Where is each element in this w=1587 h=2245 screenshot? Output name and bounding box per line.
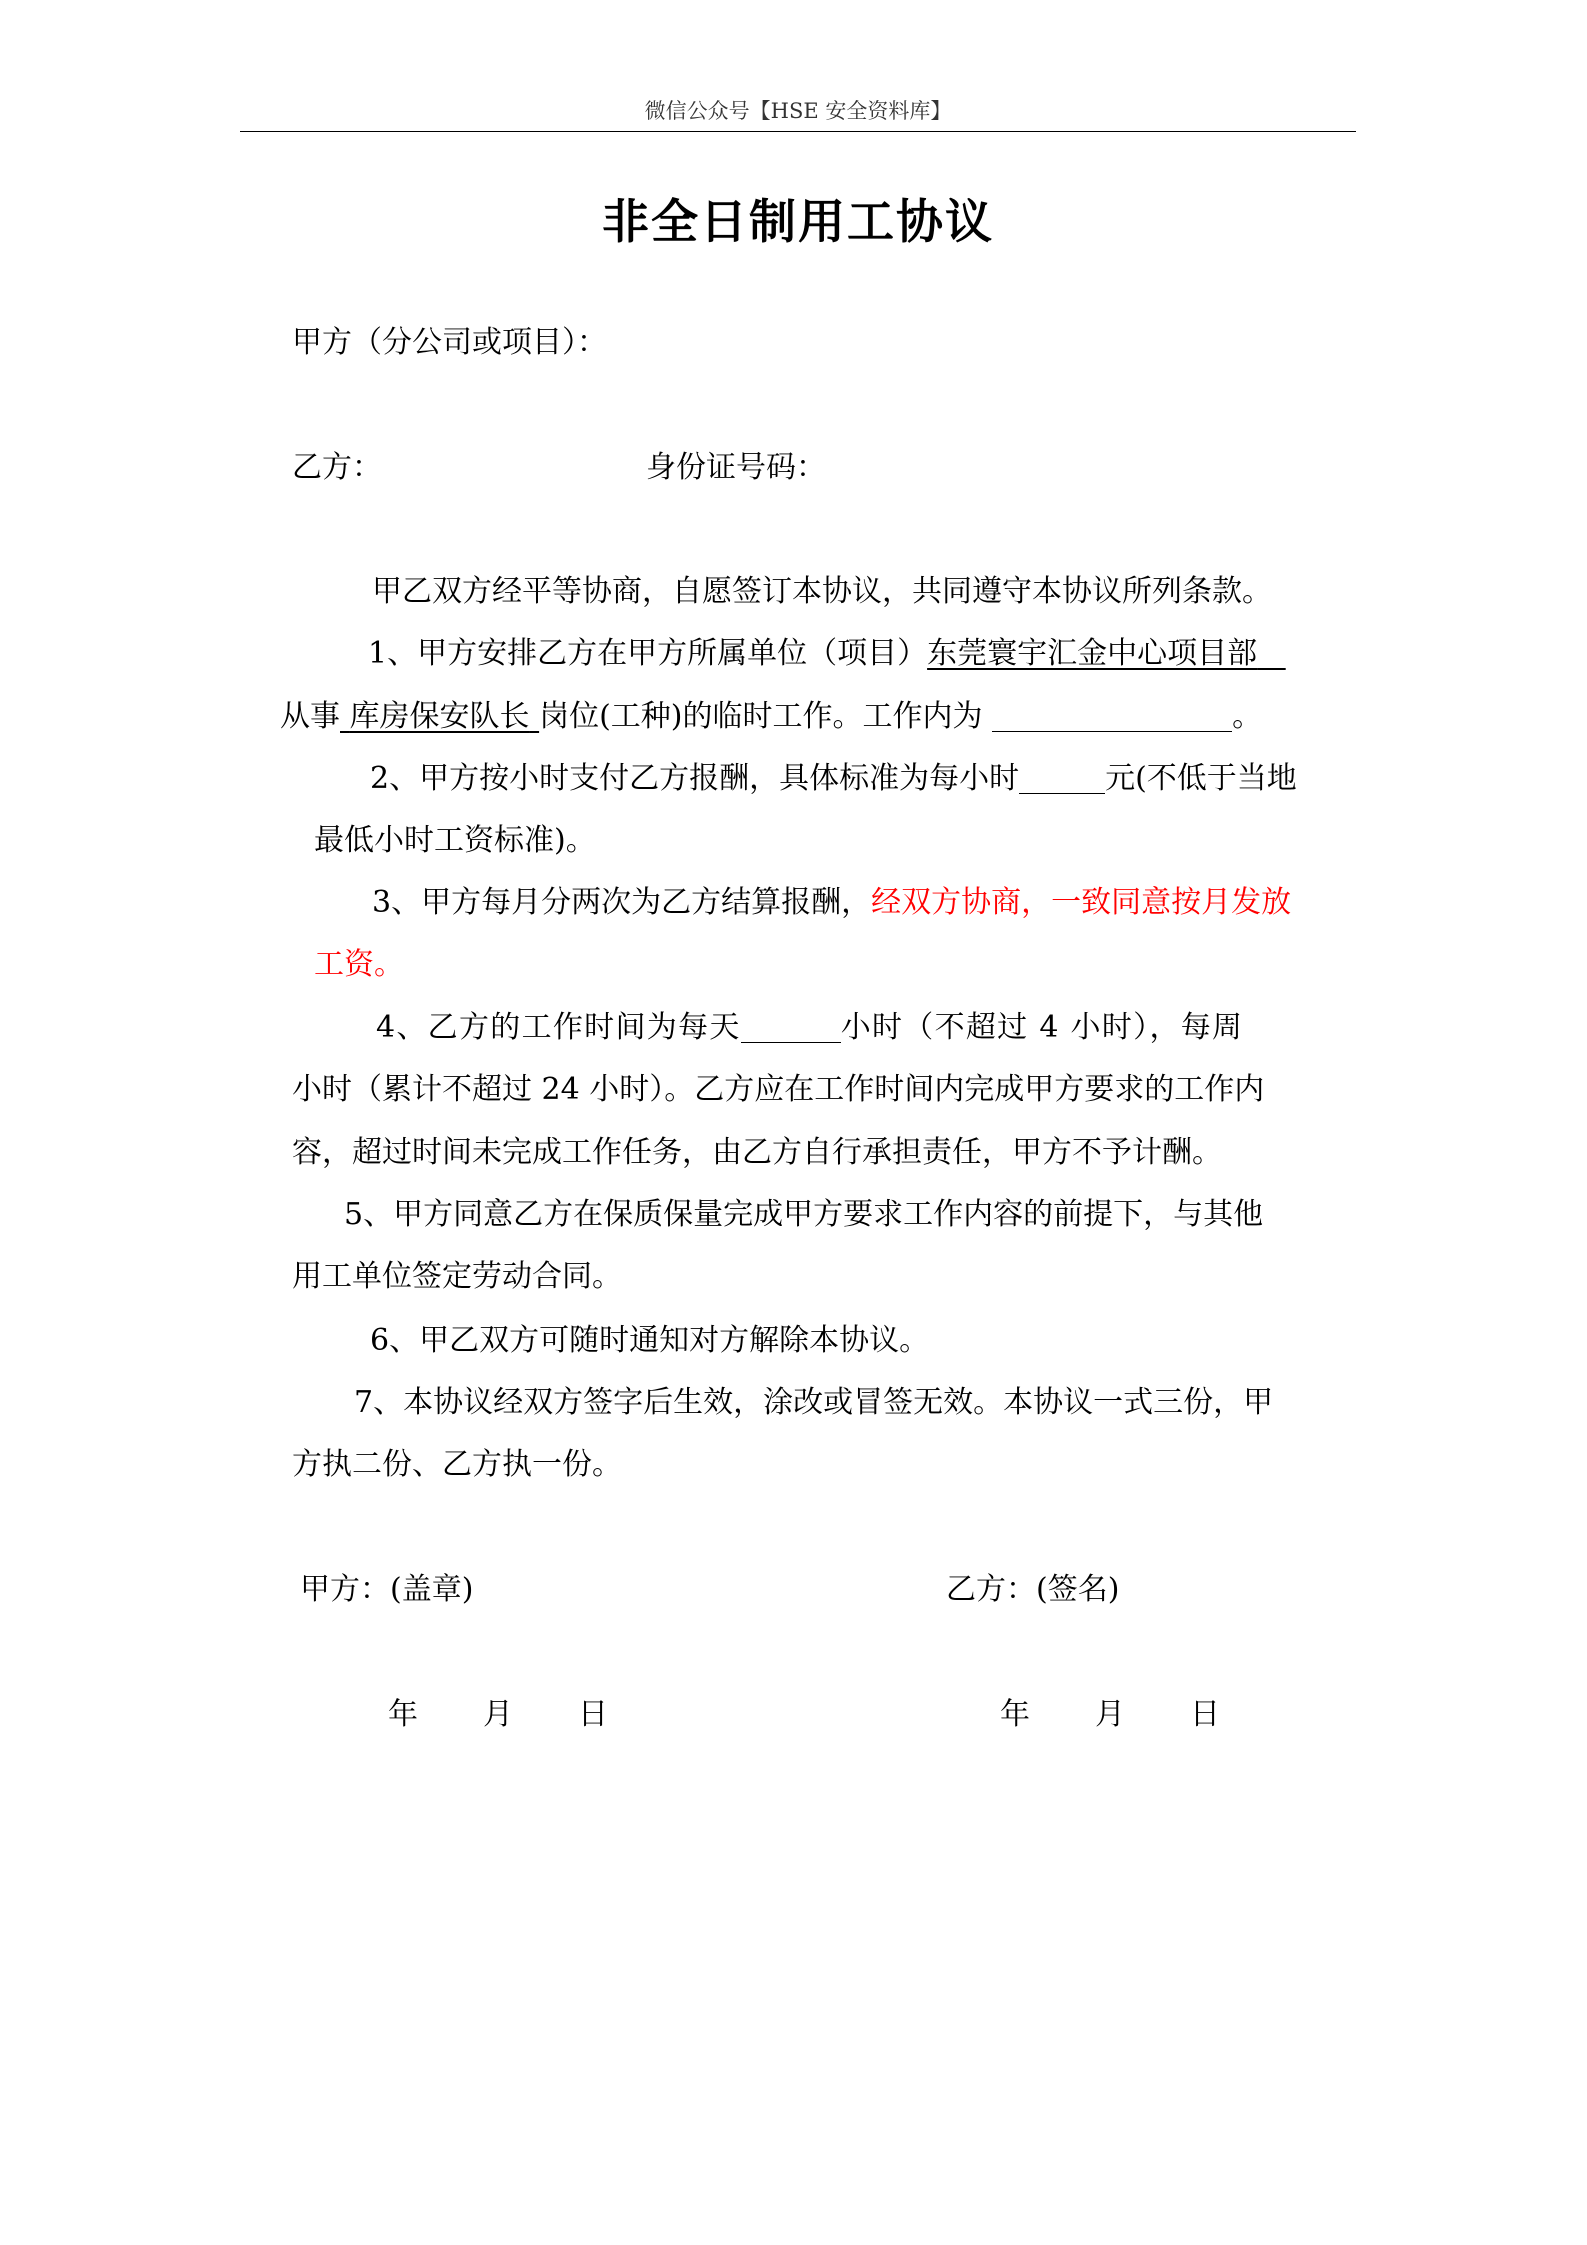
clause-2-line-2: 最低小时工资标准)。 — [314, 823, 596, 858]
party-b-label: 乙方： — [292, 450, 382, 485]
clause-7-line-1: 7、本协议经双方签字后生效，涂改或冒签无效。本协议一式三份，甲 — [354, 1385, 1274, 1420]
clause-3-highlight: 经双方协商，一致同意按月发放 — [871, 885, 1292, 920]
clause-4-text-tail: 小时（不超过 4 小时），每周 — [840, 1010, 1244, 1045]
clause-1-job-text: 岗位(工种)的临时工作。工作内为 — [539, 699, 983, 734]
clause-4-line-3: 容，超过时间未完成工作任务，由乙方自行承担责任，甲方不予计酬。 — [292, 1135, 1222, 1170]
clause-2-line-1 — [370, 754, 1297, 804]
clause-3-line-2: 工资。 — [314, 947, 404, 982]
party-b-signature: 乙方：(签名) — [946, 1572, 1120, 1607]
clause-1-line-1 — [368, 629, 1286, 679]
clause-3-text: 3、甲方每月分两次为乙方结算报酬， — [372, 885, 872, 920]
party-a-date — [388, 1690, 608, 1740]
clause-5-line-1: 5、甲方同意乙方在保质保量完成甲方要求工作内容的前提下，与其他 — [344, 1197, 1264, 1232]
clause-4-line-1 — [376, 1003, 1243, 1053]
job-content-blank — [992, 695, 1232, 732]
document-title: 非全日制用工协议 — [602, 195, 994, 250]
party-b-month: 月 — [1095, 1697, 1125, 1732]
header-rule — [240, 131, 1356, 132]
daily-hours-blank — [741, 1006, 841, 1043]
clause-2-text: 2、甲方按小时支付乙方报酬，具体标准为每小时 — [370, 761, 1020, 796]
id-number-label: 身份证号码： — [646, 450, 826, 485]
party-b-day: 日 — [1190, 1697, 1220, 1732]
clause-4-line-2: 小时（累计不超过 24 小时）。乙方应在工作时间内完成甲方要求的工作内 — [292, 1072, 1265, 1107]
clause-6: 6、甲乙双方可随时通知对方解除本协议。 — [370, 1323, 930, 1358]
party-a-seal: 甲方：(盖章) — [300, 1572, 474, 1607]
clause-7-line-2: 方执二份、乙方执一份。 — [292, 1447, 622, 1482]
clause-3-line-1 — [372, 878, 1291, 928]
party-b-date — [1000, 1690, 1220, 1740]
party-a-month: 月 — [483, 1697, 513, 1732]
clause-1-end: 。 — [1232, 699, 1263, 734]
work-unit-underline-tail — [1257, 636, 1286, 671]
party-a-year: 年 — [388, 1697, 418, 1732]
position-value: 库房保安队长 — [349, 699, 530, 734]
clause-1-line-2 — [280, 692, 1262, 742]
work-unit-value: 东莞寰宇汇金中心项目部 — [927, 636, 1258, 671]
clause-5-line-2: 用工单位签定劳动合同。 — [292, 1259, 622, 1294]
clause-2-text-tail: 元(不低于当地 — [1105, 761, 1297, 796]
hourly-rate-blank — [1019, 757, 1105, 794]
clause-1-text: 1、甲方安排乙方在甲方所属单位（项目） — [368, 636, 928, 671]
clause-4-text: 4、乙方的工作时间为每天 — [376, 1010, 741, 1045]
clause-1-engage-text: 从事 — [280, 699, 340, 734]
party-a-line: 甲方（分公司或项目）： — [292, 325, 607, 360]
page-header: 微信公众号【HSE 安全资料库】 — [644, 99, 952, 123]
party-a-day: 日 — [578, 1697, 608, 1732]
intro-paragraph: 甲乙双方经平等协商，自愿签订本协议，共同遵守本协议所列条款。 — [372, 574, 1272, 609]
party-b-year: 年 — [1000, 1697, 1030, 1732]
